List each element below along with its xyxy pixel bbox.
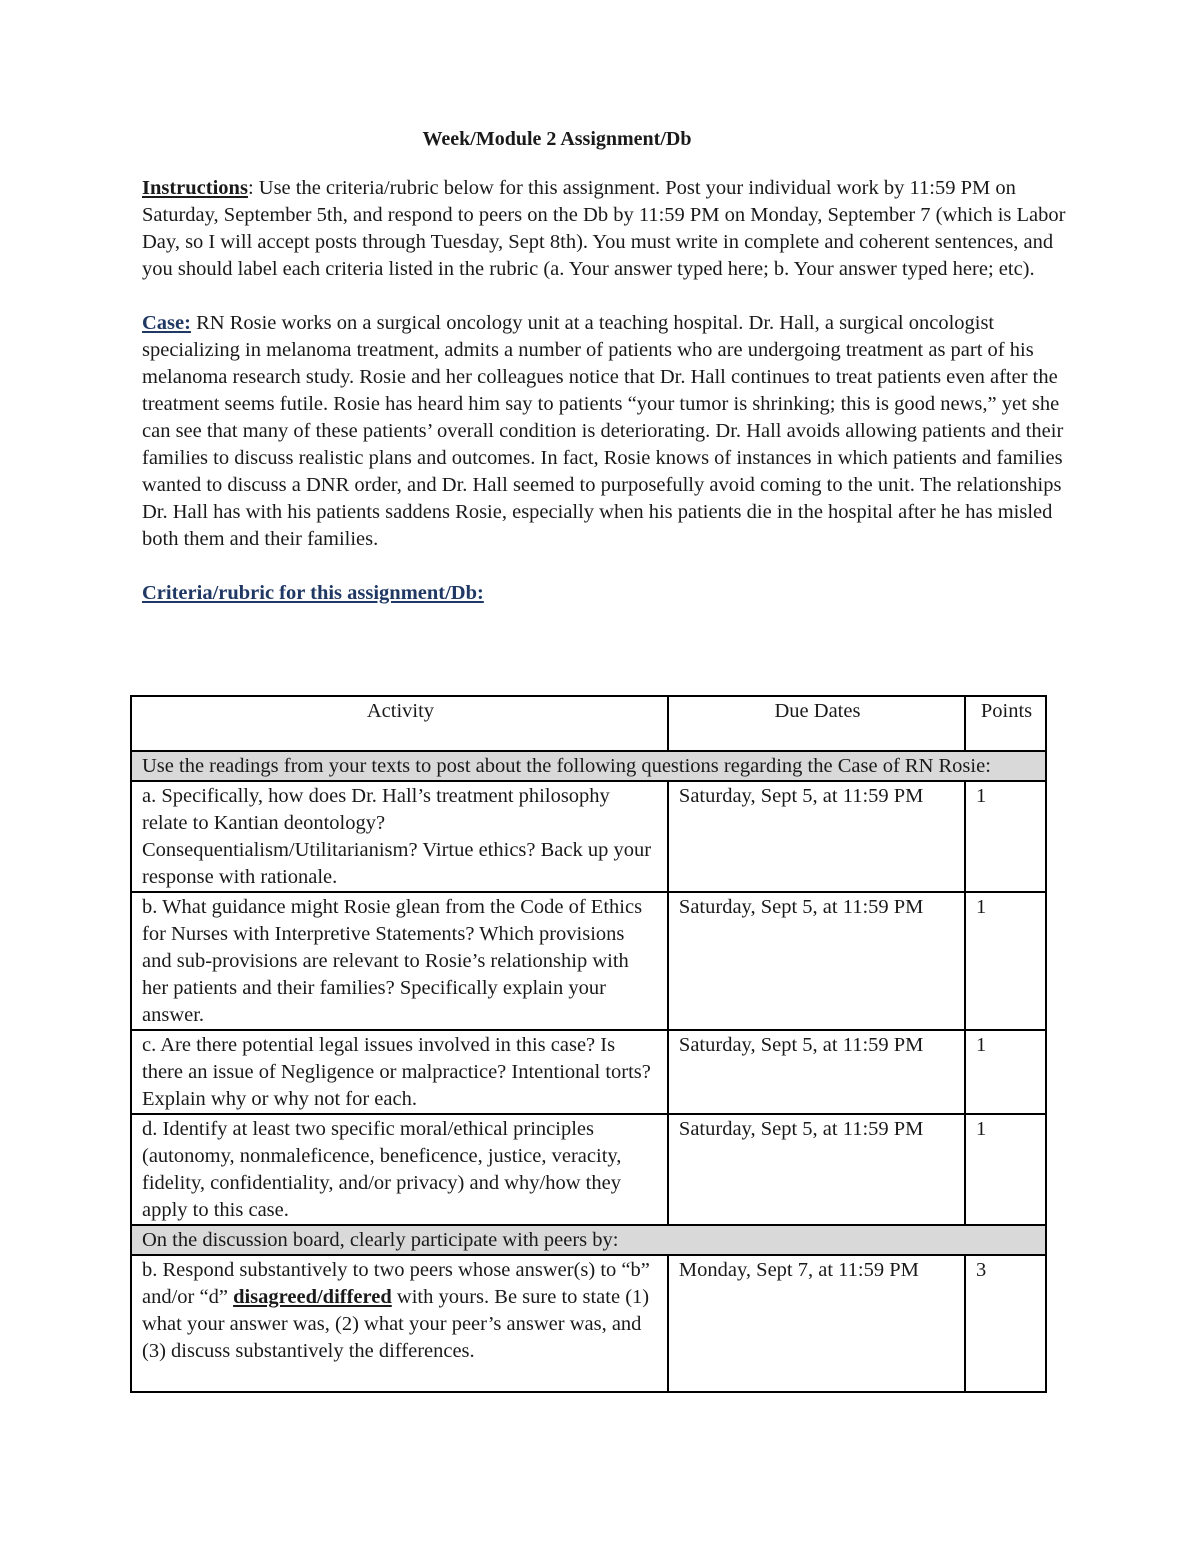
section-readings-text: Use the readings from your texts to post about the following questions regarding the Case of RN Rosie: — [131, 751, 1046, 781]
row-due-date: Saturday, Sept 5, at 11:59 PM — [668, 781, 965, 892]
row-activity: d. Identify at least two specific moral/ethical principles (autonomy, nonmaleficence, beneficence, justice, veracity, fidelity, confidentiality, and/or privacy) and why/how they apply to this case. — [131, 1114, 668, 1225]
activity-text-pre: b. Respond substantively to two peers whose answer(s) to “b” and/or “d” — [142, 1259, 650, 1308]
page-title: Week/Module 2 Assignment/Db — [422, 128, 692, 150]
header-points: Points — [965, 696, 1046, 751]
row-due-date: Saturday, Sept 5, at 11:59 PM — [668, 1030, 965, 1114]
row-activity: a. Specifically, how does Dr. Hall’s treatment philosophy relate to Kantian deontology? Consequentialism/Utilitarianism? Virtue ethics? Back up your response with rationale. — [131, 781, 668, 892]
table-row — [131, 1030, 1046, 1114]
table-header-row — [131, 696, 1046, 751]
instructions-paragraph — [142, 175, 1072, 283]
document-page — [142, 128, 1072, 622]
rubric-table — [130, 695, 1047, 1393]
case-text: RN Rosie works on a surgical oncology unit at a teaching hospital. Dr. Hall, a surgical oncologist specializing in melanoma treatment, admits a number of patients who are undergoing treatment as part of his melanoma research study. Rosie and her colleagues notice that Dr. Hall continues to treat patients even after the treatment seems futile. Rosie has heard him say to patients “your tumor is shrinking; this is good news,” yet she can see that many of these patients’ overall condition is deteriorating. Dr. Hall avoids allowing patients and their families to discuss realistic plans and outcomes. In fact, Rosie knows of instances in which patients and families wanted to discuss a DNR order, and Dr. Hall seemed to purposefully avoid coming to the unit. The relationships Dr. Hall has with his patients saddens Rosie, especially when his patients die in the hospital after he has misled both them and their families. — [142, 312, 1064, 550]
row-activity: b. What guidance might Rosie glean from the Code of Ethics for Nurses with Interpretive Statements? Which provisions and sub-provisions are relevant to Rosie’s relationship with her patients and their families? Specifically explain your answer. — [131, 892, 668, 1030]
row-points: 1 — [965, 781, 1046, 892]
instructions-text: : Use the criteria/rubric below for this assignment. Post your individual work by 11:59 PM on Saturday, September 5th, and respond to peers on the Db by 11:59 PM on Monday, September 7 (which is Labor Day, so I will accept posts through Tuesday, Sept 8th). You must write in complete and coherent sentences, and you should label each criteria listed in the rubric (a. Your answer typed here; b. Your answer typed here; etc). — [142, 177, 1066, 280]
row-points: 1 — [965, 1030, 1046, 1114]
instructions-label: Instructions — [142, 177, 248, 199]
table-row-peer-response — [131, 1255, 1046, 1392]
row-due-date: Saturday, Sept 5, at 11:59 PM — [668, 1114, 965, 1225]
row-points: 1 — [965, 1114, 1046, 1225]
row-due-date: Monday, Sept 7, at 11:59 PM — [668, 1255, 965, 1392]
row-points: 3 — [965, 1255, 1046, 1392]
rubric-heading: Criteria/rubric for this assignment/Db: — [142, 582, 484, 604]
table-row — [131, 781, 1046, 892]
header-due-dates: Due Dates — [668, 696, 965, 751]
activity-text-post: with yours. Be sure to state (1) what your answer was, (2) what your peer’s answer was, and (3) discuss substantively the differences. — [142, 1286, 650, 1362]
section-discussion-text: On the discussion board, clearly participate with peers by: — [131, 1225, 1046, 1255]
table-row — [131, 892, 1046, 1030]
section-row-readings — [131, 751, 1046, 781]
section-row-discussion — [131, 1225, 1046, 1255]
activity-emphasis: disagreed/differed — [233, 1286, 392, 1308]
case-paragraph — [142, 310, 1072, 553]
table-row — [131, 1114, 1046, 1225]
row-due-date: Saturday, Sept 5, at 11:59 PM — [668, 892, 965, 1030]
row-activity: c. Are there potential legal issues involved in this case? Is there an issue of Negligence or malpractice? Intentional torts? Explain why or why not for each. — [131, 1030, 668, 1114]
row-points: 1 — [965, 892, 1046, 1030]
case-label: Case: — [142, 312, 191, 334]
row-activity — [131, 1255, 668, 1392]
header-activity: Activity — [131, 696, 668, 751]
